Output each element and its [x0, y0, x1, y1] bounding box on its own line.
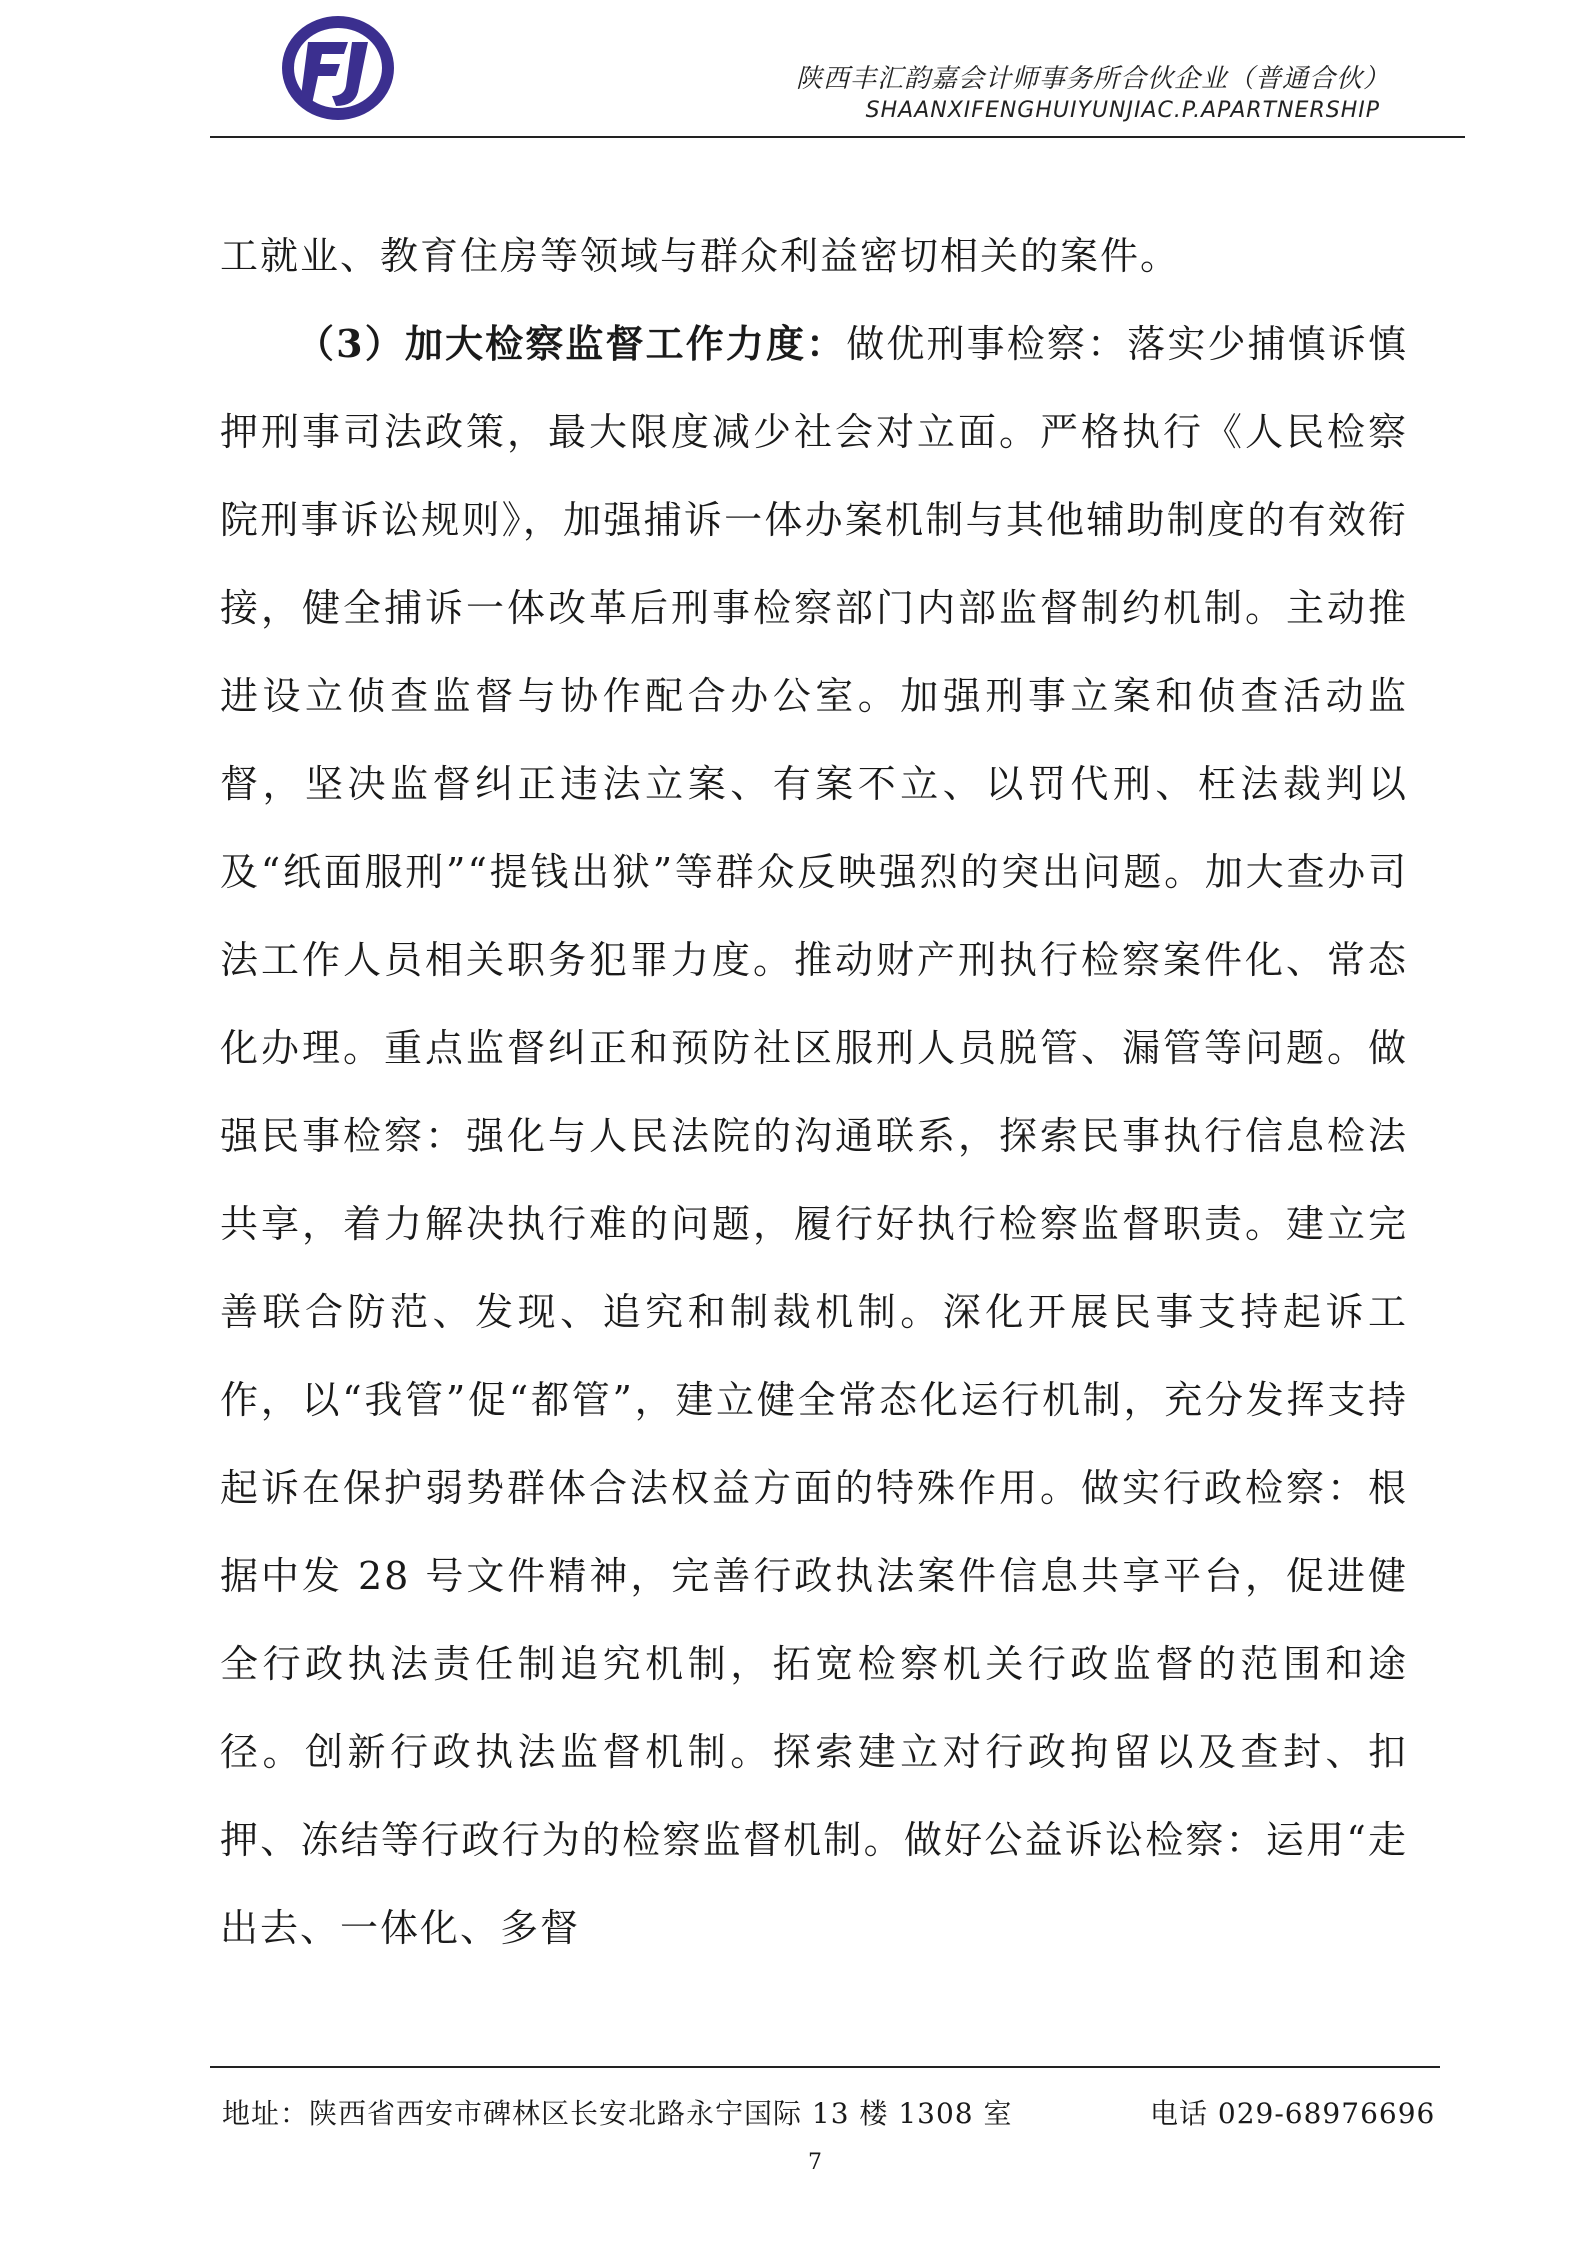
footer-phone: 电话 029-68976696: [1150, 2097, 1436, 2130]
section-paragraph: [220, 300, 1408, 1972]
firm-logo-icon: [278, 12, 398, 124]
header-divider: [210, 136, 1465, 138]
continuation-paragraph: 工就业、教育住房等领域与群众利益密切相关的案件。: [220, 234, 1181, 278]
section-text: 做优刑事检察：落实少捕慎诉慎押刑事司法政策，最大限度减少社会对立面。严格执行《人民检察院刑事诉讼规则》，加强捕诉一体办案机制与其他辅助制度的有效衔接，健全捕诉一体改革后刑事检察部门内部监督制约机制。主动推进设立侦查监督与协作配合办公室。加强刑事立案和侦查活动监督，坚决监督纠正违法立案、有案不立、以罚代刑、枉法裁判以及“纸面服刑”“提钱出狱”等群众反映强烈的突出问题。加大查办司法工作人员相关职务犯罪力度。推动财产刑执行检察案件化、常态化办理。重点监督纠正和预防社区服刑人员脱管、漏管等问题。做强民事检察：强化与人民法院的沟通联系，探索民事执行信息检法共享，着力解决执行难的问题，履行好执行检察监督职责。建立完善联合防范、发现、追究和制裁机制。深化开展民事支持起诉工作，以“我管”促“都管”，建立健全常态化运行机制，充分发挥支持起诉在保护弱势群体合法权益方面的特殊作用。做实行政检察：根据中发 28 号文件精神，完善行政执法案件信息共享平台，促进健全行政执法责任制追究机制，拓宽检察机关行政监督的范围和途径。创新行政执法监督机制。探索建立对行政拘留以及查封、扣押、冻结等行政行为的检察监督机制。做好公益诉讼检察：运用“走出去、一体化、多督: [220, 322, 1408, 1950]
section-heading: （3）加大检察监督工作力度：: [296, 321, 847, 366]
footer-divider: [210, 2066, 1440, 2068]
document-body: [220, 212, 1408, 1972]
footer-address: 地址：陕西省西安市碑林区长安北路永宁国际 13 楼 1308 室: [222, 2097, 1013, 2130]
letterhead: [210, 0, 1465, 140]
page-number: 7: [808, 2150, 822, 2175]
firm-name-english: SHAANXIFENGHUIYUNJIAC.P.APARTNERSHIP: [865, 98, 1380, 123]
firm-name-chinese: 陕西丰汇韵嘉会计师事务所合伙企业（普通合伙）: [795, 64, 1390, 94]
